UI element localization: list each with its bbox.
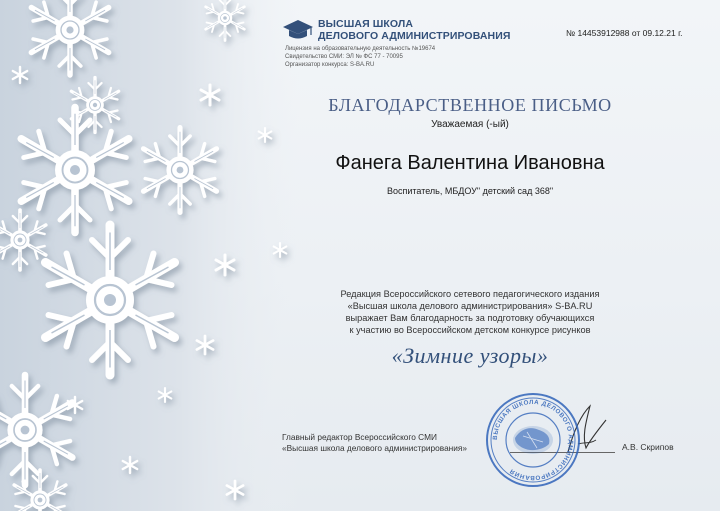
organizer-text: Организатор конкурса: S-BA.RU xyxy=(285,62,375,68)
body-line: выражает Вам благодарность за подготовку обучающихся xyxy=(345,313,595,323)
letter-title: БЛАГОДАРСТВЕННОЕ ПИСЬМО xyxy=(328,95,612,115)
body-line: к участию во Всероссийском детском конкурсе рисунков xyxy=(349,325,591,335)
contest-name: «Зимние узоры» xyxy=(391,343,549,368)
media-cert-text: Свидетельство СМИ: ЭЛ № ФС 77 - 70095 xyxy=(285,54,403,60)
org-name-line1: ВЫСШАЯ ШКОЛА xyxy=(318,18,414,30)
org-name-line2: ДЕЛОВОГО АДМИНИСТРИРОВАНИЯ xyxy=(318,30,511,42)
snowflake-decoration xyxy=(0,0,300,511)
recipient-name: Фанега Валентина Ивановна xyxy=(335,152,605,174)
body-line: Редакция Всероссийского сетевого педагогического издания xyxy=(340,289,600,299)
document-number: № 14453912988 от 09.12.21 г. xyxy=(566,28,683,38)
recipient-position: Воспитатель, МБДОУ" детский сад 368" xyxy=(386,186,554,196)
salutation: Уважаемая (-ый) xyxy=(431,119,509,130)
graduation-cap-icon xyxy=(282,18,314,40)
signatory-name: А.В. Скрипов xyxy=(622,442,674,452)
stamp-text: ВЫСШАЯ ШКОЛА ДЕЛОВОГО АДМИНИСТРИРОВАНИЯ xyxy=(491,398,575,482)
license-text: Лицензия на образовательную деятельность №19674 xyxy=(285,46,436,52)
signature-caption-line2: «Высшая школа делового администрирования» xyxy=(282,443,468,453)
signature-caption-line1: Главный редактор Всероссийского СМИ xyxy=(282,432,437,442)
official-stamp xyxy=(485,392,581,488)
body-line: «Высшая школа делового администрирования» S-BA.RU xyxy=(347,301,593,311)
